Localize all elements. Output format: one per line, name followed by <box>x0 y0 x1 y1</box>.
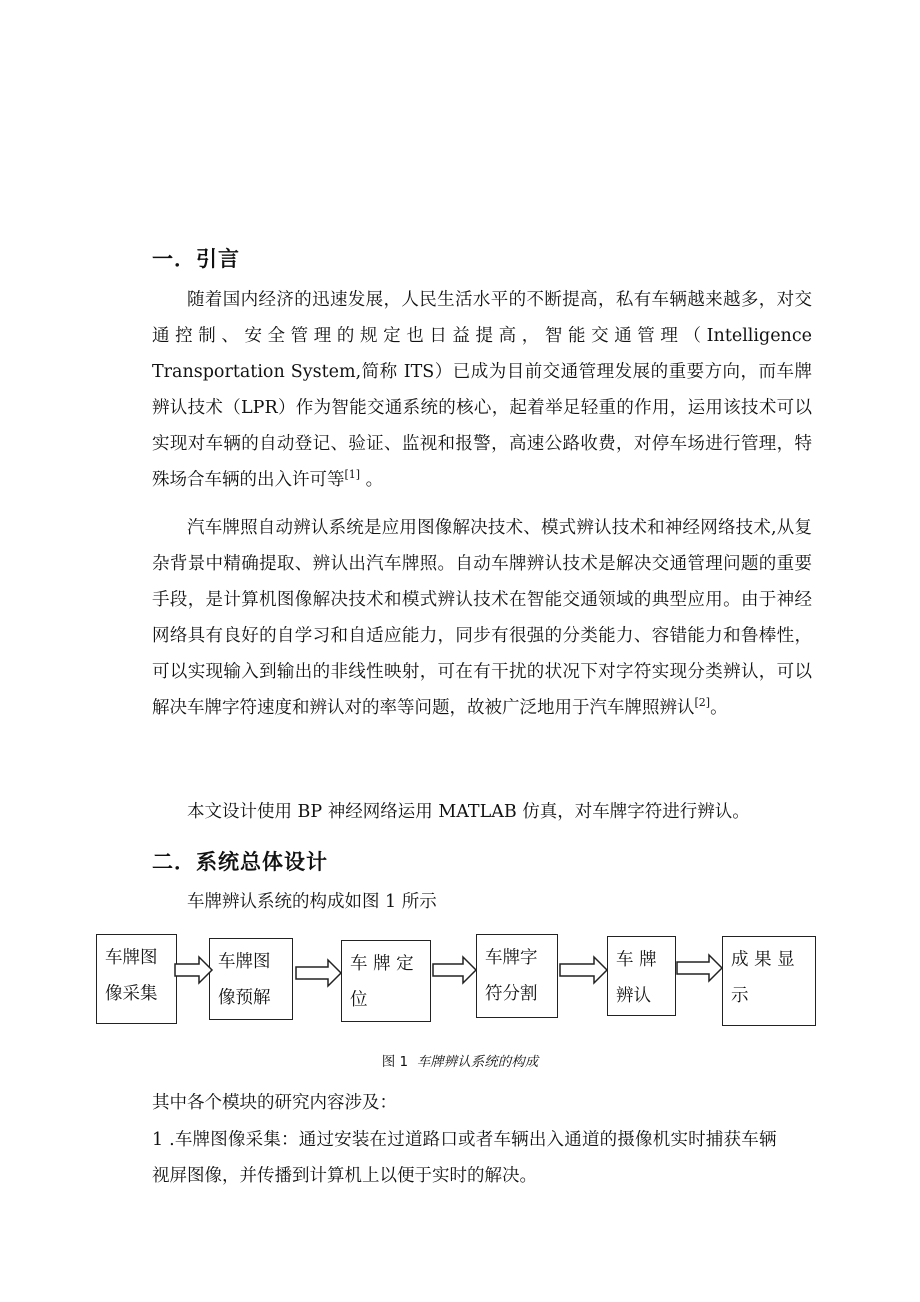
intro-paragraph-1 <box>152 282 812 498</box>
diagram-box-label-line2: 符分割 <box>485 984 538 1004</box>
flow-arrow-icon <box>174 955 214 985</box>
diagram-box-label-line2: 辨认 <box>616 986 651 1006</box>
flow-arrow-icon <box>432 955 478 985</box>
design-lead-text: 车牌辨认系统的构成如图 1 所示 <box>187 892 437 912</box>
diagram-box-result-display <box>722 936 816 1026</box>
diagram-box-localization <box>341 940 431 1022</box>
intro-paragraph-2-tail: 。 <box>710 698 728 718</box>
figure-caption-label: 图 1 <box>381 1054 409 1070</box>
diagram-box-preprocess <box>209 938 293 1020</box>
intro-paragraph-1-tail: 。 <box>360 470 384 490</box>
flow-arrow-icon <box>676 953 724 983</box>
intro-paragraph-3: 本文设计使用 BP 神经网络运用 MATLAB 仿真，对车牌字符进行辨认。 <box>187 802 750 822</box>
figure-caption <box>0 1050 920 1070</box>
figure-caption-text: 车牌辨认系统的构成 <box>416 1054 539 1070</box>
diagram-box-label-line2: 位 <box>350 990 368 1010</box>
citation-2: [2] <box>694 696 711 710</box>
diagram-box-image-capture <box>96 934 177 1024</box>
intro-paragraph-2-text: 汽车牌照自动辨认系统是应用图像解决技术、模式辨认技术和神经网络技术,从复杂背景中精确提取、辨认出汽车牌照。自动车牌辨认技术是解决交通管理问题的重要手段，是计算机图像解决技术和模式辨认技术在智能交通领域的典型应用。由于神经网络具有良好的自学习和自适应能力，同步有很强的分类能力、容错能力和鲁棒性，可以实现输入到输出的非线性映射，可在有干扰的状况下对字符实现分类辨认，可以解决车牌字符速度和辨认对的率等问题，故被广泛地用于汽车牌照辨认 <box>152 518 812 718</box>
intro-paragraph-1-text: 随着国内经济的迅速发展，人民生活水平的不断提高，私有车辆越来越多，对交通控制、安全管理的规定也日益提高，智能交通管理（Intelligence Transportation System,简称 ITS）已成为目前交通管理发展的重要方向，而车牌辨认技术（LPR）作为智能交通系统的核心，起着举足轻重的作用，运用该技术可以实现对车辆的自动登记、验证、监视和报警，高速公路收费，对停车场进行管理，特殊场合车辆的出入许可等 <box>152 290 812 490</box>
diagram-box-label-line1: 车牌字 <box>485 948 538 968</box>
diagram-box-label-line1: 车牌图 <box>105 948 158 968</box>
citation-1: [1] <box>344 468 361 482</box>
diagram-box-recognition <box>607 936 676 1016</box>
modules-intro-text: 其中各个模块的研究内容涉及： <box>152 1093 397 1113</box>
diagram-box-label-line1: 车牌图 <box>218 952 271 972</box>
module-item-1-line-1: 1 .车牌图像采集：通过安装在过道路口或者车辆出入通道的摄像机实时捕获车辆 <box>152 1130 777 1150</box>
diagram-box-label-line2: 示 <box>731 986 749 1006</box>
diagram-box-label-line2: 像预解 <box>218 988 271 1008</box>
intro-paragraph-2 <box>152 510 812 726</box>
diagram-box-label-line1: 车 牌 定 <box>350 954 414 974</box>
diagram-box-segmentation <box>476 934 558 1018</box>
section-heading-intro: 一．引言 <box>152 247 240 271</box>
section-heading-design: 二．系统总体设计 <box>152 850 328 874</box>
diagram-box-label-line1: 成 果 显 <box>731 950 795 970</box>
flow-arrow-icon <box>559 955 609 985</box>
diagram-box-label-line2: 像采集 <box>105 984 158 1004</box>
diagram-box-label-line1: 车 牌 <box>616 950 657 970</box>
flow-arrow-icon <box>295 958 343 988</box>
module-item-1-line-2: 视屏图像，并传播到计算机上以便于实时的解决。 <box>152 1166 537 1186</box>
